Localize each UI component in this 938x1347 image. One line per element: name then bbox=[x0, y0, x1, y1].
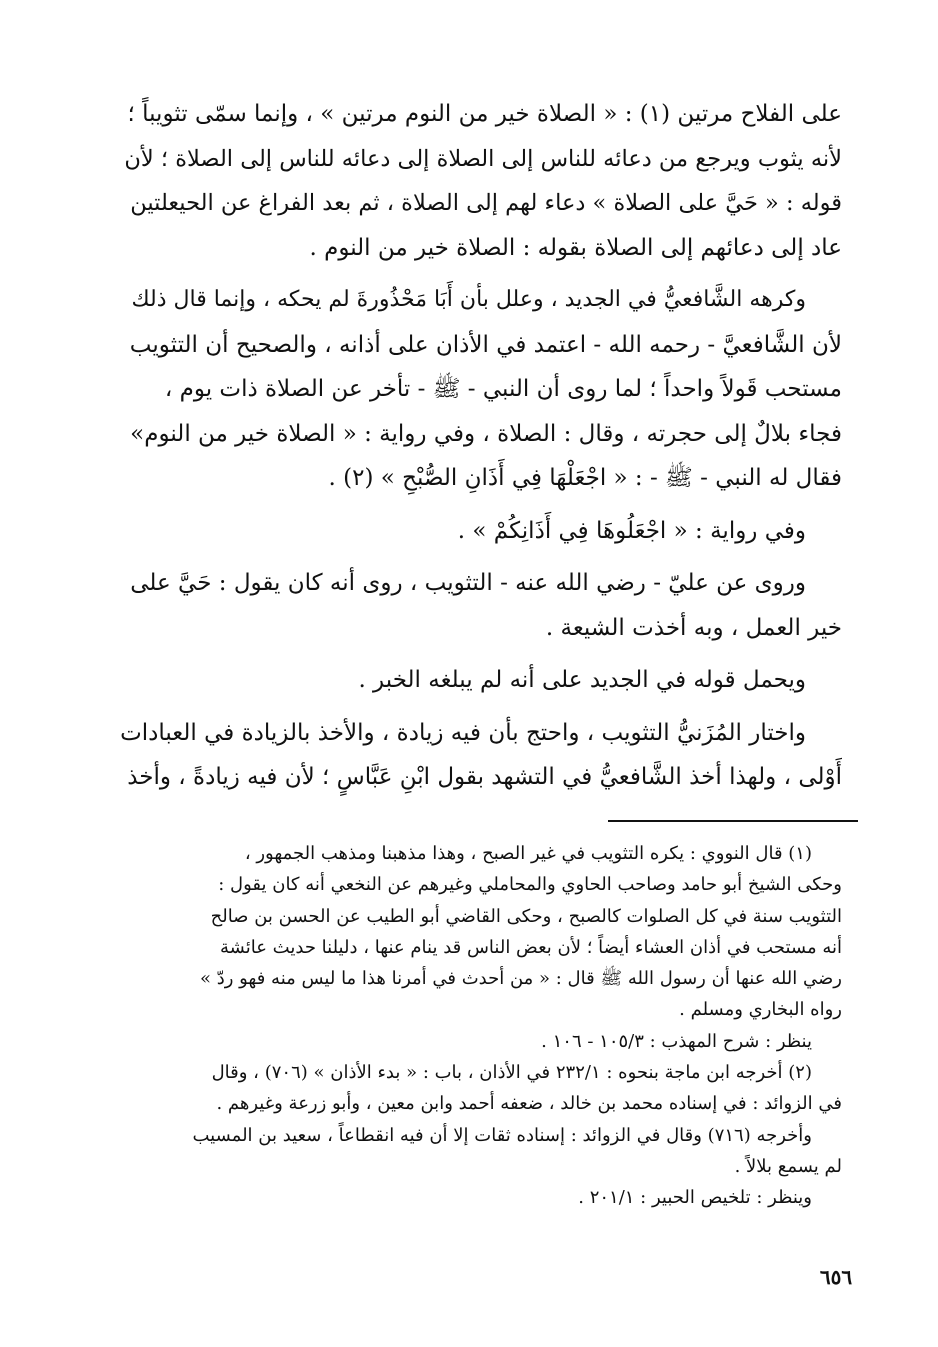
text-line: وكرهه الشَّافعيُّ في الجديد ، وعلل بأن أَبَا مَحْذُورةَ لم يحكه ، وإنما قال ذلك bbox=[131, 287, 806, 312]
footnote-line: وأخرجه (٧١٦) وقال في الزوائد : إسناده ثقات إلا أن فيه انقطاعاً ، سعيد بن المسيب bbox=[192, 1124, 812, 1146]
text-line: لأن الشَّافعيَّ - رحمه الله - اعتمد في الأذان على أذانه ، والصحيح أن التثويب bbox=[129, 331, 842, 358]
page-number: ٦٥٦ bbox=[819, 1265, 853, 1289]
text-line: مستحب قَولاً واحداً ؛ لما روى أن النبي - ﷺ - تأخر عن الصلاة ذات يوم ، bbox=[164, 376, 842, 402]
text-line: وروى عن عليّ - رضي الله عنه - التثويب ، روى أنه كان يقول : حَيَّ على bbox=[130, 570, 806, 596]
main-text bbox=[118, 92, 842, 800]
text-line: ويحمل قوله في الجديد على أنه لم يبلغه الخبر . bbox=[358, 667, 806, 693]
footnote-line: (١) قال النووي : يكره التثويب في غير الصبح ، وهذا مذهبنا ومذهب الجمهور ، bbox=[244, 843, 812, 864]
text-line: عاد إلى دعائهم إلى الصلاة بقوله : الصلاة خير من النوم . bbox=[309, 234, 842, 261]
text-line: خير العمل ، وبه أخذت الشيعة . bbox=[545, 614, 842, 641]
footnote-line: لم يسمع بلالاً . bbox=[734, 1155, 842, 1177]
footnote-line: وحكى الشيخ أبو حامد وصاحب الحاوي والمحاملي وغيرهم عن النخعي أنه كان يقول : bbox=[218, 874, 842, 896]
footnote-line: التثويب سنة في كل الصلوات كالصبح ، وحكى القاضي أبو الطيب عن الحسن بن صالح bbox=[210, 905, 842, 927]
footnote-line: رضي الله عنها أن رسول الله ﷺ قال : « من أحدث في أمرنا هذا ما ليس منه فهو ردّ » bbox=[199, 968, 842, 990]
text-line: واختار المُزَنيُّ التثويب ، واحتج بأن فيه زيادة ، والأخذ بالزيادة في العبادات bbox=[120, 719, 806, 746]
footnote-line: ينظر : شرح المهذب : ١٠٥/٣ - ١٠٦ . bbox=[541, 1030, 812, 1052]
text-line: فجاء بلالٌ إلى حجرته ، وقال : الصلاة ، وفي رواية : « الصلاة خير من النوم» bbox=[130, 420, 842, 447]
text-line: على الفلاح مرتين (١) : « الصلاة خير من النوم مرتين » ، وإنما سمّى تثويباً ؛ bbox=[127, 101, 842, 127]
footnote-line: وينظر : تلخيص الحبير : ٢٠١/١ . bbox=[578, 1187, 812, 1209]
footnote-line: في الزوائد : في إسناده محمد بن خالد ، ضعفه أحمد وابن معين ، وأبو زرعة وغيرهم . bbox=[216, 1093, 842, 1115]
text-line: فقال له النبي - ﷺ - : « اجْعَلْهَا فِي أَذَانِ الصُّبْحِ » (٢) . bbox=[328, 465, 842, 491]
text-line: قوله : « حَيَّ على الصلاة » دعاء لهم إلى الصلاة ، ثم بعد الفراغ عن الحيعلتين bbox=[130, 190, 842, 216]
footnote-separator bbox=[608, 820, 858, 822]
footnote-line: (٢) أخرجه ابن ماجة بنحوه : ٢٣٢/١ في الأذان ، باب : « بدء الأذان » (٧٠٦) ، وقال bbox=[211, 1062, 812, 1084]
text-line: أَوْلى ، ولهذا أخذ الشَّافعيُّ في التشهد بقول ابْنِ عَبَّاسٍ ؛ لأن فيه زيادةً ، وأخذ bbox=[127, 764, 842, 790]
footnote-line: رواه البخاري ومسلم . bbox=[679, 999, 842, 1021]
text-line: لأنه يثوب ويرجع من دعائه للناس إلى الصلاة إلى دعائه للناس إلى الصلاة ؛ لأن bbox=[124, 145, 842, 172]
footnote-line: أنه مستحب في أذان العشاء أيضاً ؛ لأن بعض الناس قد ينام عنها ، دليلنا حديث عائشة bbox=[220, 936, 842, 958]
footnotes bbox=[118, 838, 842, 1214]
text-line: وفي رواية : « اجْعَلُوهَا فِي أَذَانِكُمْ » . bbox=[457, 517, 806, 544]
